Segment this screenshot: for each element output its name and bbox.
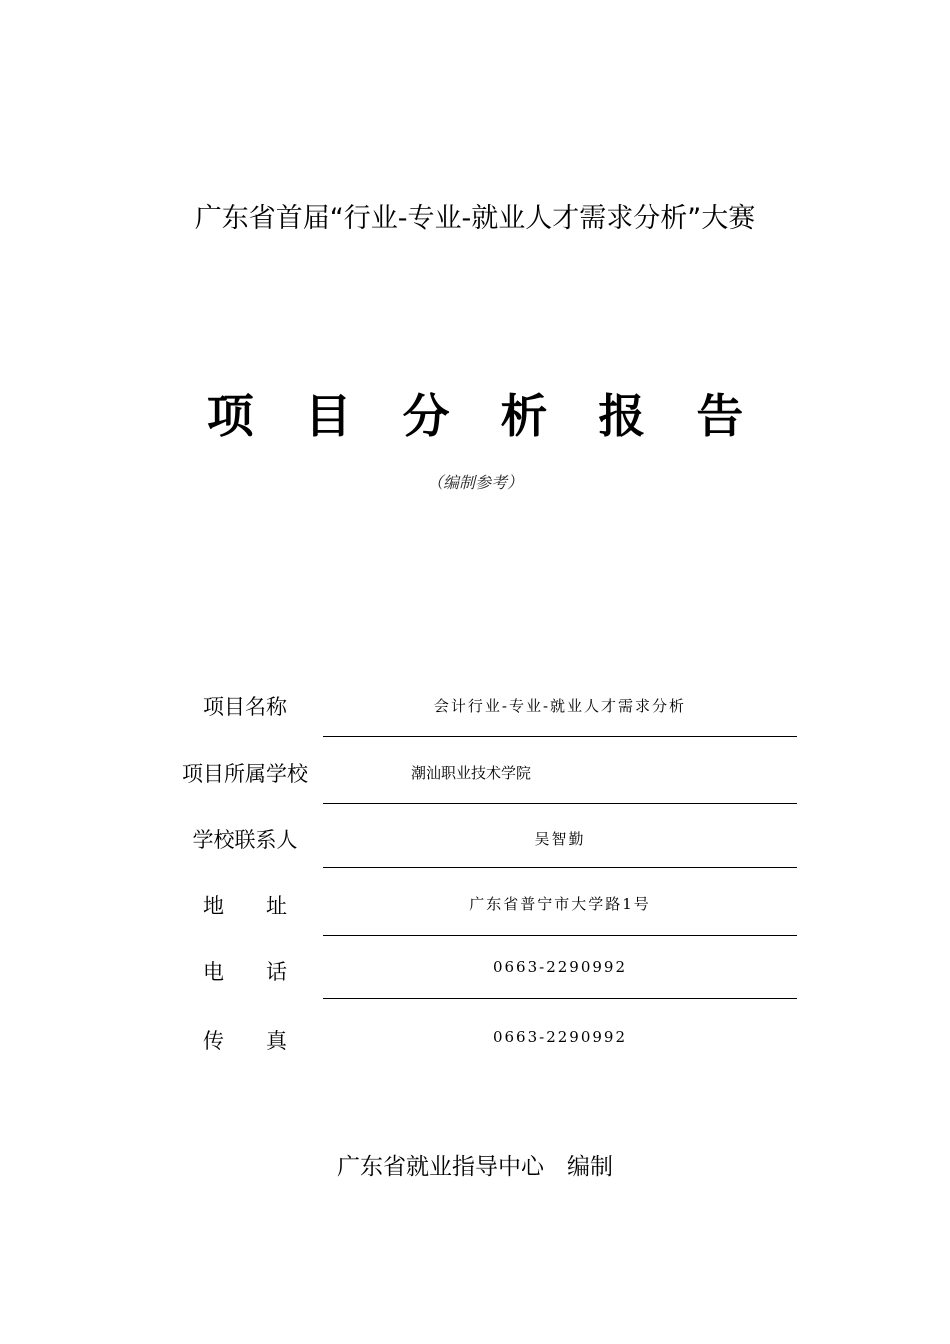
field-value-contact: 吴智勤 [534, 830, 586, 848]
field-underline-contact [323, 867, 797, 868]
field-label-address: 地 址 [203, 894, 287, 918]
field-value-address: 广东省普宁市大学路1号 [469, 895, 651, 913]
field-underline-project-name [323, 736, 797, 737]
field-label-project-name: 项目名称 [203, 695, 287, 719]
field-underline-address [323, 935, 797, 936]
footer-publisher: 广东省就业指导中心 编制 [337, 1154, 613, 1180]
report-title: 项目分析报告 [206, 389, 795, 443]
contest-title: 广东省首届“行业-专业-就业人才需求分析”大赛 [194, 203, 756, 234]
field-label-phone: 电 话 [203, 960, 287, 984]
field-value-phone: 0663-2290992 [492, 958, 628, 976]
field-label-fax: 传 真 [203, 1029, 287, 1053]
field-label-school: 项目所属学校 [182, 762, 308, 786]
field-label-contact: 学校联系人 [192, 828, 298, 852]
field-underline-phone [323, 998, 797, 999]
field-value-school: 潮汕职业技术学院 [411, 764, 532, 782]
report-subtitle: （编制参考） [426, 473, 523, 492]
field-underline-school [323, 803, 797, 804]
field-value-fax: 0663-2290992 [492, 1028, 628, 1046]
field-value-project-name: 会计行业-专业-就业人才需求分析 [433, 697, 687, 715]
